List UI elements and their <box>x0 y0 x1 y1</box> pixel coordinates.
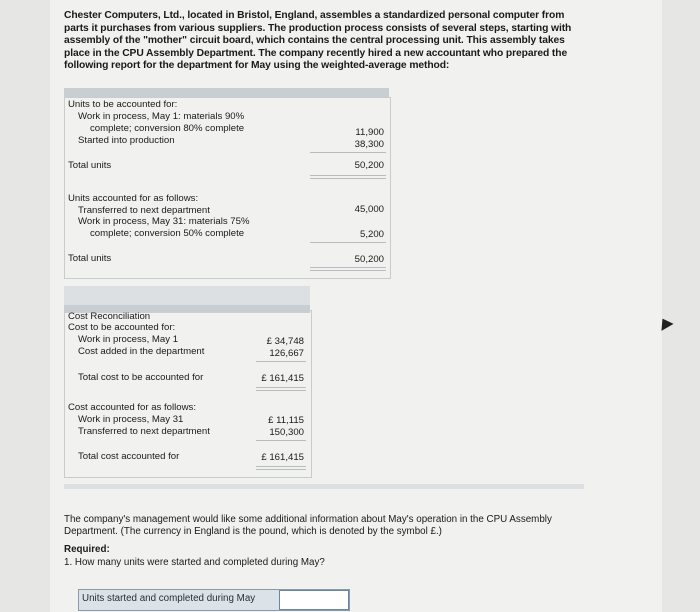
transferred-label: Transferred to next department <box>78 205 210 216</box>
management-note: The company's management would like some additional information about May's operation in the CPU Assembly Department. (The currency in England is the pound, which is denoted by the symbol £.) <box>64 514 552 537</box>
cost-accounted-header: Cost accounted for as follows: <box>68 402 196 413</box>
total-cost-value: £ 161,415 <box>261 373 304 384</box>
units-started-completed-input[interactable] <box>279 590 349 610</box>
total-units2-value: 50,200 <box>354 254 384 265</box>
rule <box>256 390 306 391</box>
units-header-band <box>64 88 389 97</box>
wip-begin-line1: Work in process, May 1: materials 90% <box>78 111 245 122</box>
cost-to-account-header: Cost to be accounted for: <box>68 322 176 333</box>
question-1: 1. How many units were started and completed during May? <box>64 557 325 568</box>
cost-transferred-value: 150,300 <box>269 427 304 438</box>
cost-added-label: Cost added in the department <box>78 346 205 357</box>
required-heading: Required: <box>64 544 110 555</box>
total-units2-label: Total units <box>68 253 112 264</box>
units-accounted-header: Units accounted for as follows: <box>68 193 199 204</box>
cost-added-value: 126,667 <box>269 348 304 359</box>
cost-wip-end-label: Work in process, May 31 <box>78 414 184 425</box>
cost-reconciliation-header: Cost Reconciliation <box>68 311 151 322</box>
wip-begin-line2: complete; conversion 80% complete <box>90 123 245 134</box>
rule <box>310 270 386 271</box>
total-cost2-value: £ 161,415 <box>261 452 304 463</box>
answer-label: Units started and completed during May <box>82 593 256 604</box>
rule <box>256 469 306 470</box>
total-units-label: Total units <box>68 160 112 171</box>
wip-end-line2: complete; conversion 50% complete <box>90 228 245 239</box>
transferred-units: 45,000 <box>354 204 384 215</box>
cost-wip-end-value: £ 11,115 <box>268 415 304 426</box>
wip-begin-units: 11,900 <box>355 127 384 138</box>
units-header: Units to be accounted for: <box>68 99 178 110</box>
total-cost-label: Total cost to be accounted for <box>78 372 204 383</box>
wip-end-units: 5,200 <box>359 229 384 240</box>
rule <box>256 361 306 362</box>
rule <box>310 178 386 179</box>
rule <box>310 242 386 243</box>
section-divider <box>64 484 584 489</box>
wip-end-line1: Work in process, May 31: materials 75% <box>78 216 250 227</box>
cost-wip-begin-label: Work in process, May 1 <box>78 334 179 345</box>
started-label: Started into production <box>78 135 175 146</box>
started-units: 38,300 <box>354 139 384 150</box>
problem-intro: Chester Computers, Ltd., located in Bristol, England, assembles a standardized personal computer from parts it purchases from various suppliers. The production process consists of several steps, starting with assembly of the "mother" circuit board, which contains the central processing unit. This assembly takes place in the CPU Assembly Department. The company recently hired a new accountant who prepared the following report for the department for May using the weighted-average method: <box>64 10 572 72</box>
rule <box>256 466 306 467</box>
cost-wip-begin-value: £ 34,748 <box>266 336 304 347</box>
rule <box>310 267 386 268</box>
rule <box>310 175 386 176</box>
cost-transferred-label: Transferred to next department <box>78 426 210 437</box>
rule <box>256 387 306 388</box>
total-cost2-label: Total cost accounted for <box>78 451 180 462</box>
rule <box>256 440 306 441</box>
total-units-value: 50,200 <box>354 160 384 171</box>
rule <box>310 152 386 153</box>
